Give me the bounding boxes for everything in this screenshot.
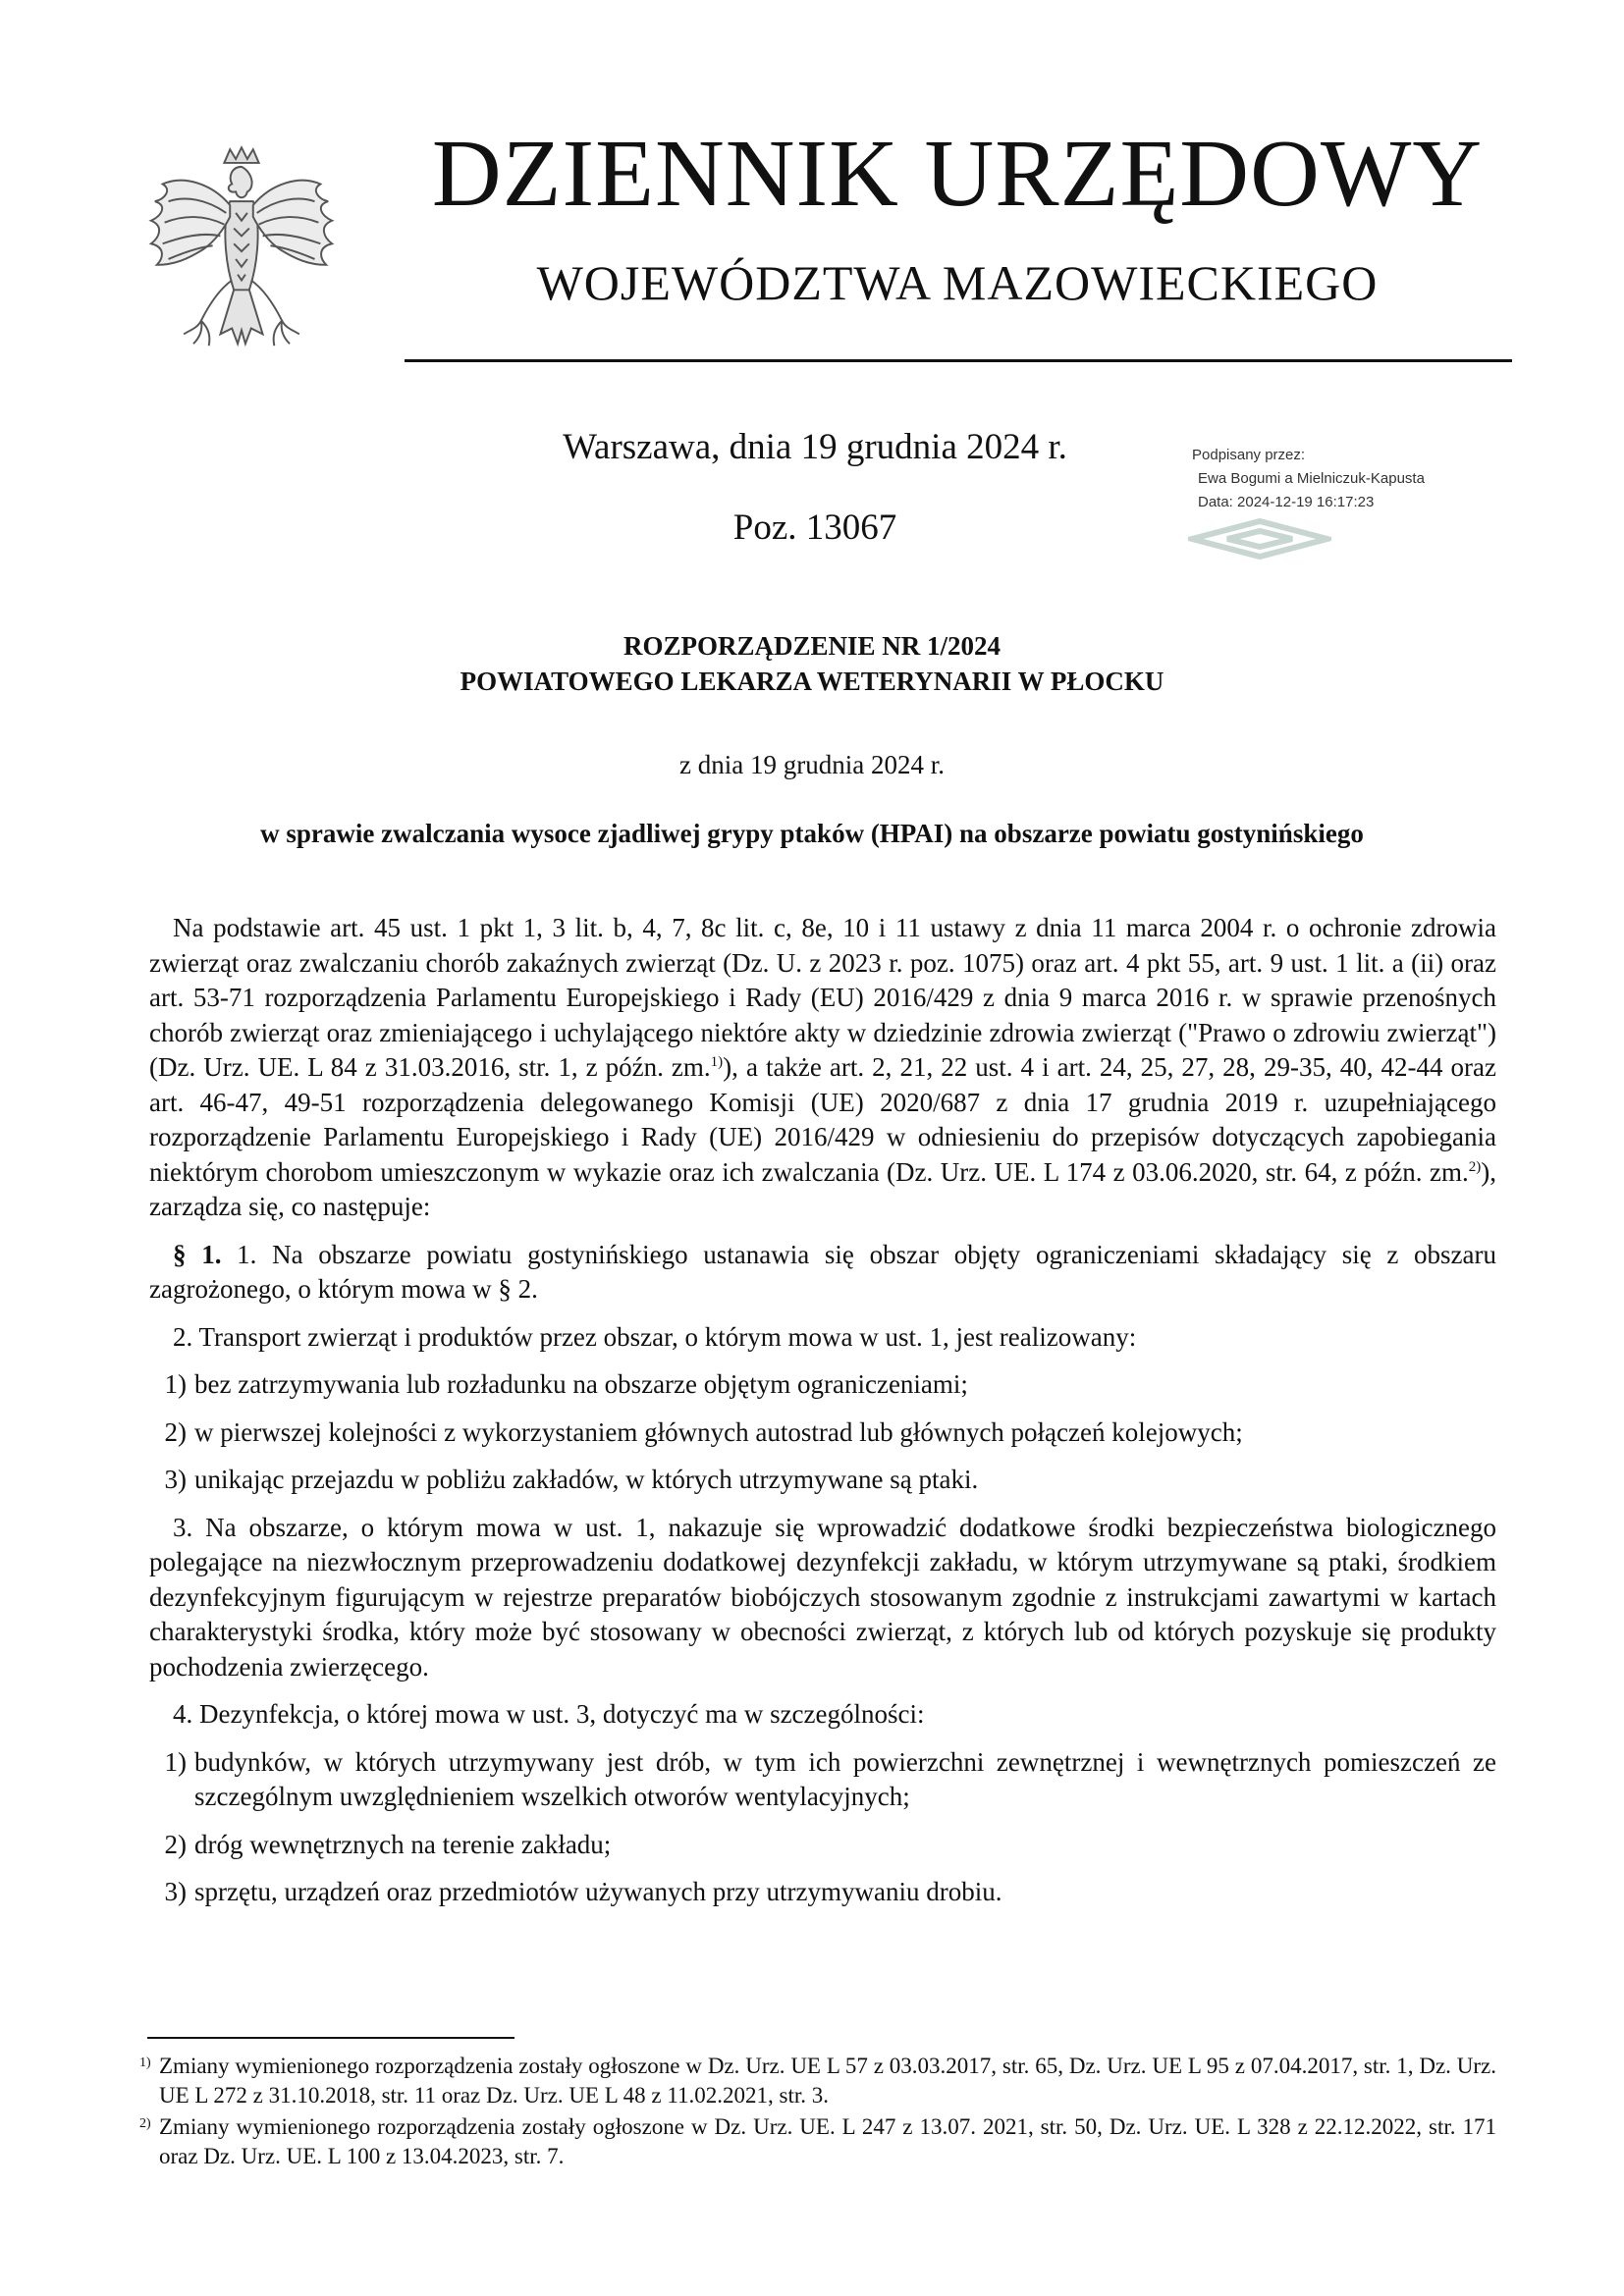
- disinfection-item: [149, 1745, 1496, 1815]
- list-text: budynków, w których utrzymywany jest drób, w tym ich powierzchni zewnętrznej i wewnętrznych pomieszczeń ze szczególnym uwzględnieniem wszelkich otworów wentylacyjnych;: [194, 1746, 1496, 1811]
- document-title-line1: ROZPORZĄDZENIE NR 1/2024: [623, 631, 1001, 661]
- footnote-text: Zmiany wymienionego rozporządzenia zostały ogłoszone w Dz. Urz. UE L 57 z 03.03.2017, str. 65, Dz. Urz. UE L 95 z 07.04.2017, str. 1, Dz. Urz. UE L 272 z 31.10.2018, str. 11 oraz Dz. Urz. UE L 48 z 11.02.2021, str. 3.: [159, 2054, 1496, 2108]
- disinfection-item: [149, 1875, 1496, 1910]
- signature-signer: Ewa Bogumi a Mielniczuk-Kapusta: [1198, 470, 1425, 487]
- footnote-ref-1[interactable]: 1): [710, 1054, 724, 1070]
- footnote-text: Zmiany wymienionego rozporządzenia zostały ogłoszone w Dz. Urz. UE. L 247 z 13.07. 2021, str. 50, Dz. Urz. UE. L 328 z 22.12.2022, str. 171 oraz Dz. Urz. UE. L 100 z 13.04.2023, str. 7.: [159, 2114, 1496, 2168]
- signature-label: Podpisany przez:: [1192, 447, 1306, 463]
- list-number: 1): [164, 1746, 187, 1777]
- section-1-paragraph-4: 4. Dezynfekcja, o której mowa w ust. 3, dotyczyć ma w szczególności:: [173, 1699, 925, 1729]
- document-title-line2: POWIATOWEGO LEKARZA WETERYNARII W PŁOCKU: [460, 667, 1164, 696]
- preamble-text-a: Na podstawie art. 45 ust. 1 pkt 1, 3 lit. b, 4, 7, 8c lit. c, 8e, 10 i 11 ustawy z dnia 11 marca 2004 r. o ochronie zdrowia zwierząt oraz zwalczaniu chorób zakaźnych zwierząt (Dz. U. z 2023 r. poz. 1075) oraz art. 4 pkt 55, art. 9 ust. 1 lit. a (ii) oraz art. 53-71 rozporządzenia Parlamentu Europejskiego i Rady (EU) 2016/429 z dnia 9 marca 2016 r. w sprawie przenośnych chorób zwierząt oraz zmieniającego i uchylającego niektóre akty w dziedzinie zdrowia zwierząt ("Prawo o zdrowiu zwierząt") (Dz. Urz. UE. L 84 z 31.03.2016, str. 1, z późn. zm.: [149, 913, 1496, 1082]
- polish-eagle-emblem: [145, 145, 338, 367]
- publication-place-date: Warszawa, dnia 19 grudnia 2024 r.: [563, 427, 1067, 467]
- transport-item: [149, 1415, 1496, 1451]
- digital-signature: [1192, 444, 1516, 514]
- transport-item: [149, 1367, 1496, 1403]
- preamble: [149, 911, 1496, 1225]
- section-1-paragraph-1: [149, 1238, 1496, 1308]
- list-number: 2): [164, 1829, 187, 1859]
- section-1-p1-text: 1. Na obszarze powiatu gostynińskiego ustanawia się obszar objęty ograniczeniami składający się z obszaru zagrożonego, o którym mowa w § 2.: [149, 1239, 1497, 1304]
- document-subject: w sprawie zwalczania wysoce zjadliwej grypy ptaków (HPAI) na obszarze powiatu gostynińskiego: [260, 819, 1364, 848]
- transport-item: [149, 1463, 1496, 1498]
- list-number: 3): [164, 1877, 187, 1906]
- list-text: w pierwszej kolejności z wykorzystaniem głównych autostrad lub głównych połączeń kolejowych;: [194, 1416, 1243, 1447]
- preamble-text-c: ), zarządza się, co następuje:: [149, 1156, 1496, 1221]
- footnote: [139, 2052, 1496, 2110]
- disinfection-item: [149, 1828, 1496, 1863]
- footnote-ref-2[interactable]: 2): [1468, 1158, 1482, 1175]
- list-text: sprzętu, urządzeń oraz przedmiotów używanych przy utrzymywaniu drobiu.: [194, 1877, 1002, 1906]
- publication-position: Poz. 13067: [732, 507, 897, 548]
- list-number: 2): [164, 1416, 187, 1447]
- section-1-mark: § 1.: [173, 1239, 222, 1269]
- section-1-paragraph-2: 2. Transport zwierząt i produktów przez obszar, o którym mowa w ust. 1, jest realizowany:: [173, 1321, 1137, 1352]
- signature-stamp-icon: [1188, 518, 1331, 560]
- eagle-icon: [145, 145, 338, 367]
- document-date: z dnia 19 grudnia 2024 r.: [679, 750, 945, 779]
- document-body: [149, 911, 1496, 1910]
- footnote: [139, 2112, 1496, 2171]
- section-1-paragraph-3: 3. Na obszarze, o którym mowa w ust. 1, nakazuje się wprowadzić dodatkowe środki bezpieczeństwa biologicznego polegające na niezwłocznym przeprowadzeniu dodatkowej dezynfekcji zakładu, w którym utrzymywane są ptaki, środkiem dezynfekcyjnym figurującym w rejestrze preparatów biobójczych stosowanym zgodnie z instrukcjami zawartymi w kartach charakterystyki środka, który może być stosowany w obecności zwierząt, z których lub od których pozyskuje się produkty pochodzenia zwierzęcego.: [149, 1512, 1496, 1682]
- header-divider: [405, 359, 1512, 362]
- footnote-divider: [147, 2037, 514, 2039]
- preamble-text-b: ), a także art. 2, 21, 22 ust. 4 i art. 24, 25, 27, 28, 29-35, 40, 42-44 oraz art. 46-47, 49-51 rozporządzenia delegowanego Komisji (UE) 2020/687 z dnia 17 grudnia 2019 r. uzupełniającego rozporządzenie Parlamentu Europejskiego i Rady (UE) 2016/429 w odniesieniu do przepisów dotyczących zapobiegania niektórym chorobom umieszczonym w wykazie oraz ich zwalczania (Dz. Urz. UE. L 174 z 03.06.2020, str. 64, z późn. zm.: [149, 1052, 1496, 1187]
- footnote-mark: 2): [139, 2116, 151, 2131]
- gazette-subtitle: WOJEWÓDZTWA MAZOWIECKIEGO: [536, 255, 1379, 310]
- list-text: dróg wewnętrznych na terenie zakładu;: [194, 1829, 612, 1859]
- list-text: bez zatrzymywania lub rozładunku na obszarze objętym ograniczeniami;: [194, 1369, 968, 1399]
- list-text: unikając przejazdu w pobliżu zakładów, w których utrzymywane są ptaki.: [194, 1465, 979, 1494]
- gazette-title: DZIENNIK URZĘDOWY: [431, 121, 1484, 227]
- list-number: 3): [164, 1465, 187, 1494]
- footnotes: [139, 2052, 1496, 2173]
- footnote-mark: 1): [139, 2056, 151, 2070]
- list-number: 1): [164, 1369, 187, 1399]
- document-title: [147, 628, 1477, 699]
- signature-date: Data: 2024-12-19 16:17:23: [1198, 494, 1375, 510]
